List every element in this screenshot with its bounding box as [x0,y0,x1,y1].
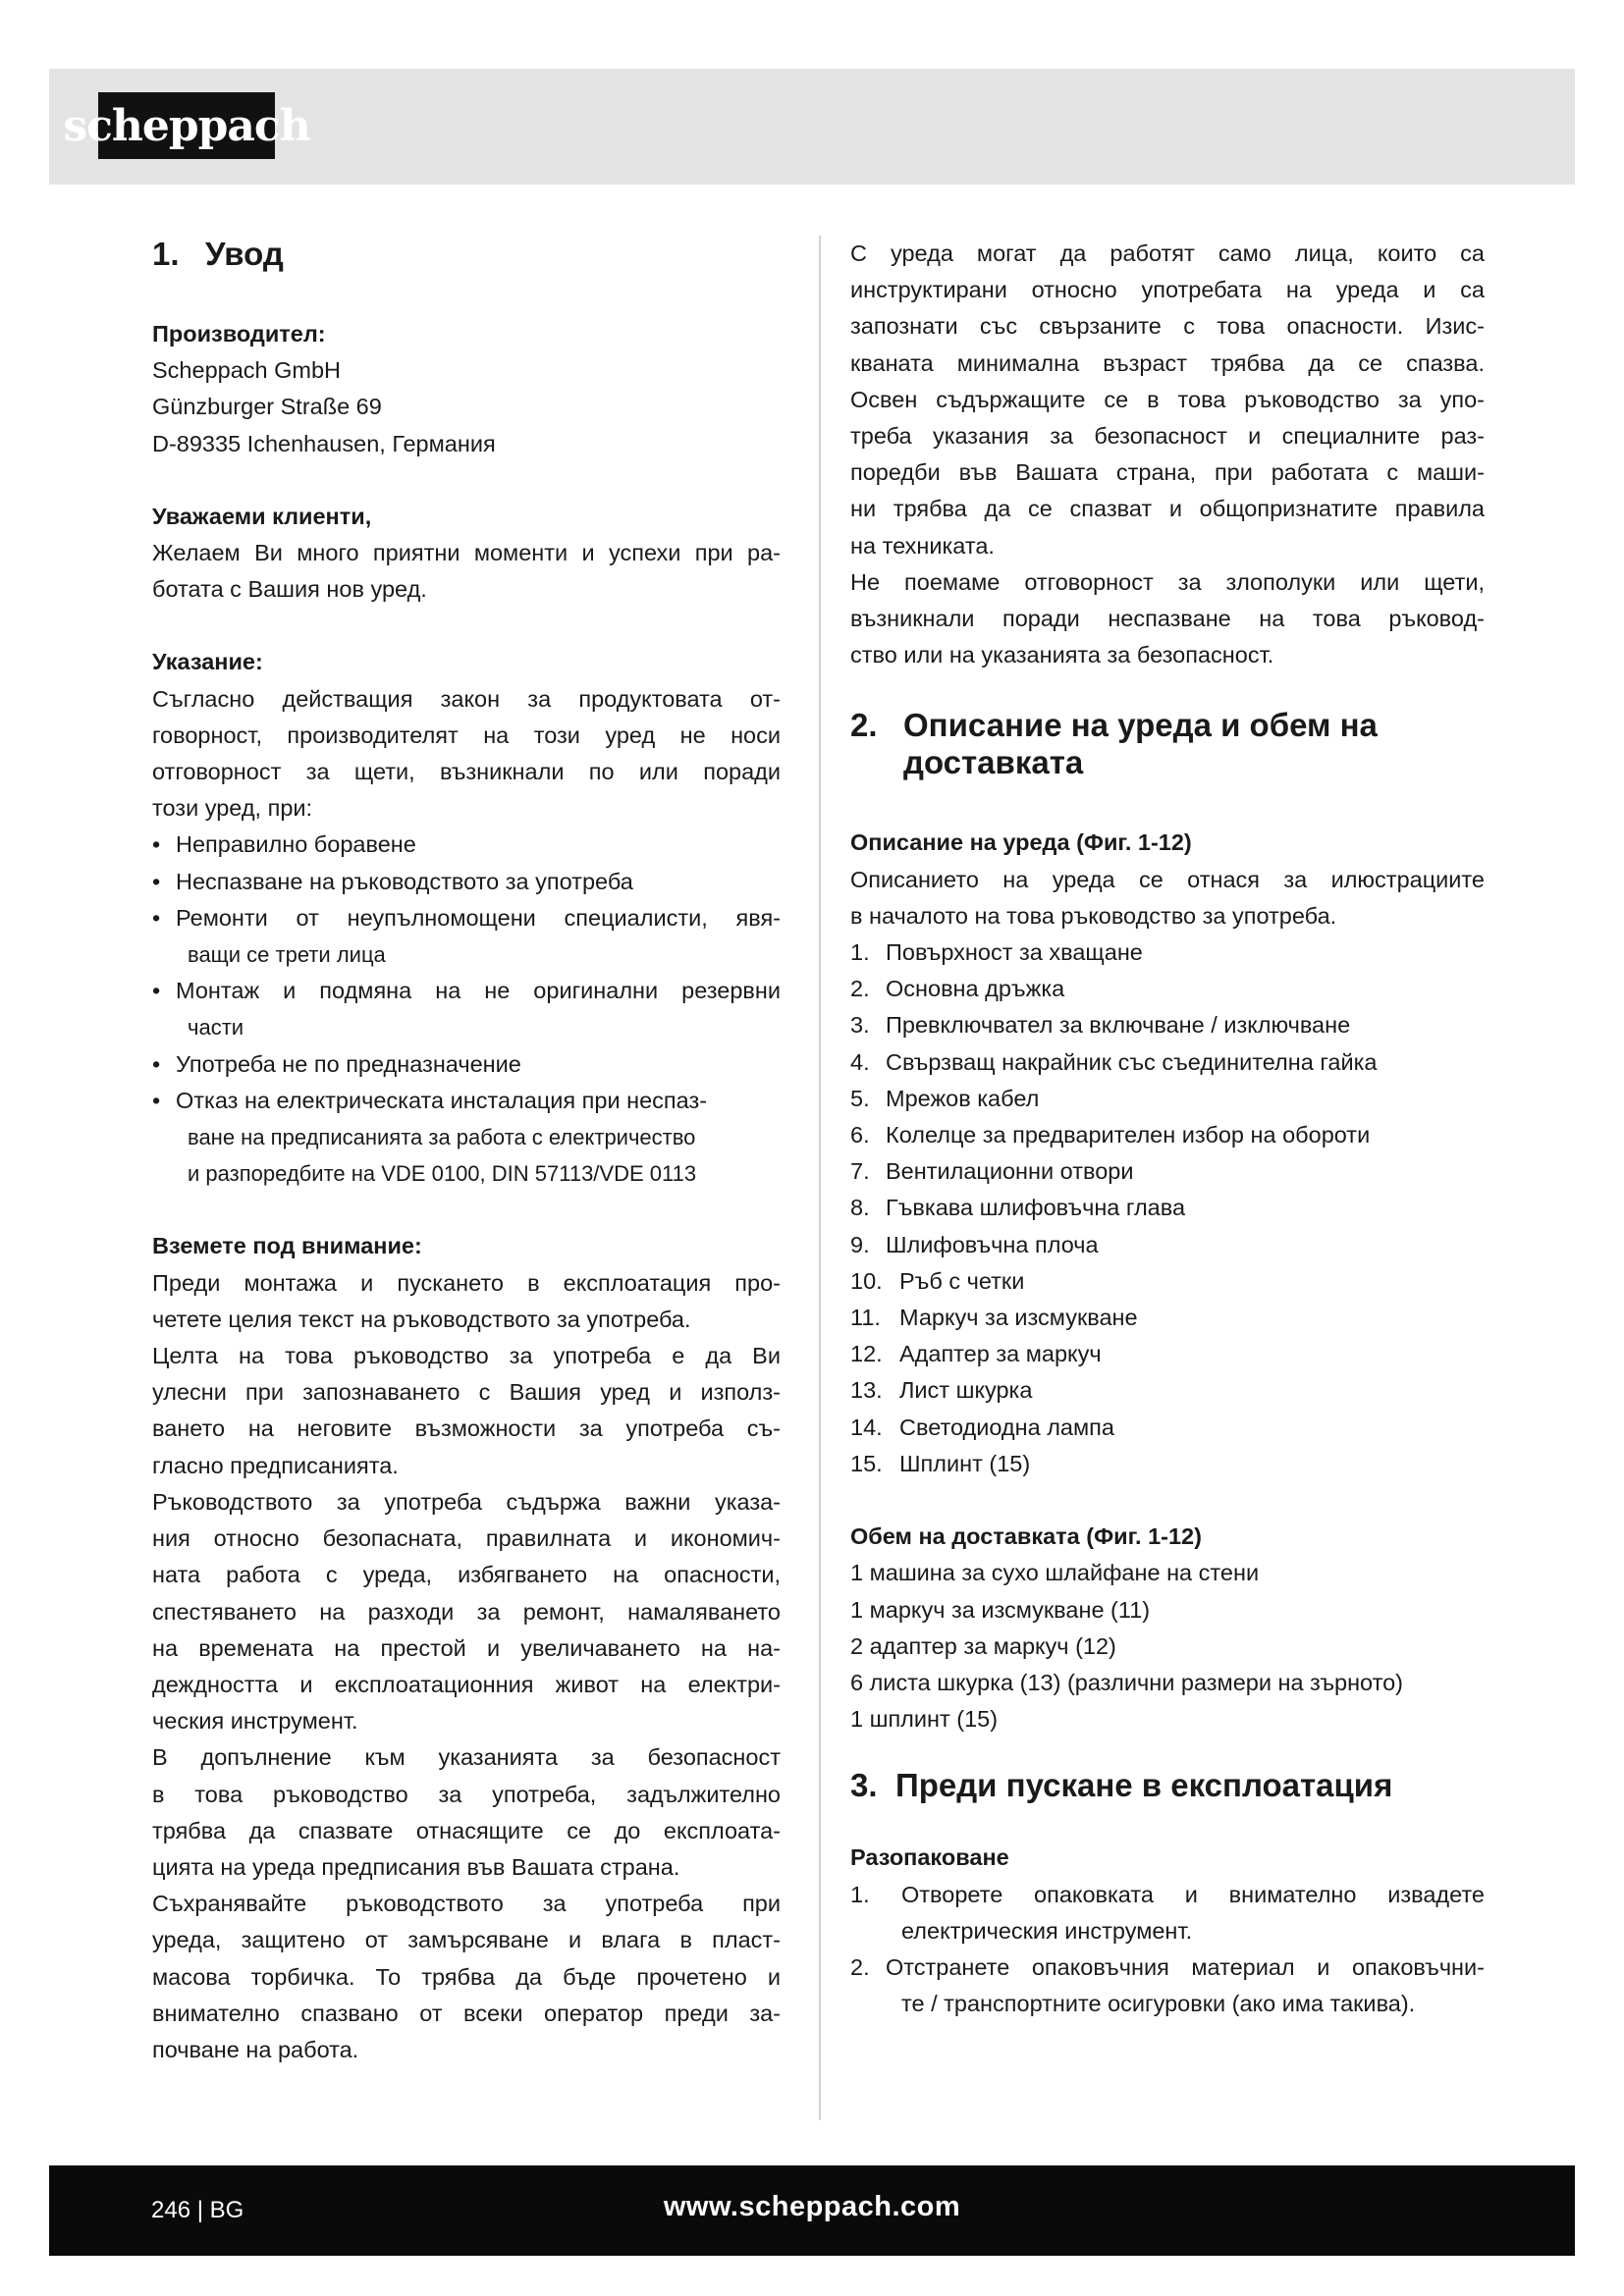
list-item: 4. Свързващ накрайник със съединителна гайка [850,1048,1378,1075]
note-title: Указание: [152,649,263,675]
paragraph-line: Описанието на уреда се отнася за илюстрациите [850,866,1485,892]
paragraph-line: В допълнение към указанията за безопасност [152,1744,781,1771]
manufacturer-line: Scheppach GmbH [152,357,342,384]
paragraph-line: Целта на това ръководство за употреба е да Ви [152,1343,781,1369]
bullet-item: • Неспазване на ръководството за употреба [152,864,781,900]
paragraph-line: спестяването на разходи за ремонт, намаляването [152,1598,781,1625]
paragraph-line: възникнали поради неспазване на това ръковод- [850,606,1485,632]
section-2-heading: 2. Описание на уреда и обем на [850,707,1378,744]
bullet-icon: • [152,1050,161,1077]
paragraph-line: Не поемаме отговорност за злополуки или щети, [850,568,1485,595]
paragraph-line: в началото на това ръководство за употреба. [850,902,1337,929]
step-item: 1. Отворете опаковката и внимателно извадете [850,1881,1485,1907]
column-divider [819,236,821,2120]
bullet-icon: • [152,904,161,931]
page-number: 246 | BG [151,2197,244,2223]
paragraph-line: уреда, защитено от замърсяване и влага в пласт- [152,1927,781,1953]
dear-customers-title: Уважаеми клиенти, [152,503,372,529]
section-3-heading: 3. Преди пускане в експлоатация [850,1767,1393,1804]
delivery-item: 6 листа шкурка (13) (различни размери на зърното) [850,1669,1404,1695]
list-item: 12. Адаптер за маркуч [850,1341,1102,1367]
bullet-item: • Отказ на електрическата инсталация при неспаз- [152,1083,781,1119]
paragraph-line: Съхранявайте ръководството за употреба при [152,1891,781,1917]
paragraph-line: запознати със свързаните с това опасности. Изис- [850,313,1485,340]
step-continuation: електрическия инструмент. [901,1917,1193,1944]
step-item: 2. Отстранете опаковъчния материал и опаковъчни- [850,1953,1485,1980]
paragraph-line: на техниката. [850,532,995,559]
scope-of-delivery-title: Обем на доставката (Фиг. 1-12) [850,1523,1202,1550]
paragraph-line: улесни при запознаването с Вашия уред и използ- [152,1379,781,1406]
right-column [850,236,1485,2022]
bullet-continuation: и разпоредбите на VDE 0100, DIN 57113/VDE 0113 [188,1161,697,1187]
section-1-heading: 1. Увод [152,236,284,272]
unpacking-title: Разопаковане [850,1844,1009,1871]
paragraph-line: Желаем Ви много приятни моменти и успехи при ра- [152,540,781,566]
list-item: 10. Ръб с четки [850,1267,1025,1294]
list-item: 9. Шлифовъчна плоча [850,1231,1099,1257]
paragraph-line: ни трябва да се спазват и общопризнатите правила [850,496,1485,522]
paragraph-line: ческия инструмент. [152,1708,358,1735]
manufacturer-title: Производител: [152,321,326,347]
delivery-item: 1 маркуч за изсмукване (11) [850,1596,1151,1623]
paragraph-line: масова торбичка. То трябва да бъде прочетено и [152,1963,781,1990]
bullet-icon: • [152,978,161,1004]
paragraph-line: говорност, производителят на този уред не носи [152,721,781,748]
paragraph-line: поредби във Вашата страна, при работата с маши- [850,459,1485,486]
paragraph-line: в това ръководство за употреба, задължително [152,1781,781,1807]
paragraph-line: на времената на престой и увеличаването на на- [152,1634,781,1661]
manufacturer-line: Günzburger Straße 69 [152,394,382,420]
paragraph-line: цията на уреда предписания във Вашата страна. [152,1853,680,1880]
footer-bar [49,2165,1575,2256]
paragraph-line: ването на неговите възможности за употреба съ- [152,1415,781,1442]
paragraph-line: този уред, при: [152,795,313,822]
list-item: 5. Мрежов кабел [850,1085,1040,1111]
bullet-icon: • [152,831,161,858]
bullet-continuation: ващи се трети лица [188,942,386,968]
scheppach-logo: scheppach [98,92,275,159]
website-link[interactable]: www.scheppach.com [663,2191,961,2222]
paragraph-line: треба указания за безопасност и специалните раз- [850,423,1485,450]
paragraph-line: ния относно безопасната, правилната и икономич- [152,1525,781,1552]
paragraph-line: деждността и експлоатационния живот на електри- [152,1671,781,1697]
paragraph-line: С уреда могат да работят само лица, които са [850,240,1485,266]
paragraph-line: Ръководството за употреба съдържа важни указа- [152,1488,781,1515]
list-item: 6. Колелце за предварителен избор на обороти [850,1122,1371,1148]
manufacturer-line: D-89335 Ichenhausen, Германия [152,430,496,456]
list-item: 15. Шплинт (15) [850,1450,1031,1476]
paragraph-line: четете целия текст на ръководството за употреба. [152,1306,691,1332]
bullet-icon: • [152,1087,161,1113]
list-item: 13. Лист шкурка [850,1377,1033,1404]
device-description-title: Описание на уреда (Фиг. 1-12) [850,829,1192,856]
delivery-item: 1 шплинт (15) [850,1706,999,1733]
bullet-item: • Неправилно боравене [152,827,781,863]
delivery-item: 1 машина за сухо шлайфане на стени [850,1560,1260,1586]
bullet-continuation: ване на предписанията за работа с електричество [188,1125,696,1150]
step-continuation: те / транспортните осигуровки (ако има такива). [901,1991,1416,2017]
section-2-heading-cont: доставката [903,744,1084,781]
paragraph-line: Освен съдържащите се в това ръководство за упо- [850,386,1485,412]
delivery-item: 2 адаптер за маркуч (12) [850,1632,1116,1659]
list-item: 2. Основна дръжка [850,976,1065,1002]
paragraph-line: ство или на указанията за безопасност. [850,642,1274,668]
list-item: 3. Превключвател за включване / изключване [850,1012,1351,1039]
bullet-item: • Употреба не по предназначение [152,1046,781,1083]
paragraph-line: почване на работа. [152,2036,359,2062]
bullet-continuation: части [188,1015,244,1041]
paragraph-line: Преди монтажа и пускането в експлоатация про- [152,1269,781,1296]
paragraph-line: Съгласно действащия закон за продуктовата от- [152,685,781,712]
paragraph-line: инструктирани относно употребата на уреда и са [850,277,1485,303]
list-item: 11. Маркуч за изсмукване [850,1305,1138,1331]
paragraph-line: гласно предписанията. [152,1452,399,1478]
list-item: 14. Светодиодна лампа [850,1414,1114,1440]
paragraph-line: трябва да спазвате отнасящите се до експлоата- [152,1817,781,1843]
paragraph-line: кваната минимална възраст трябва да се спазва. [850,349,1485,376]
list-item: 7. Вентилационни отвори [850,1158,1134,1185]
bullet-item: • Монтаж и подмяна на не оригинални резервни [152,973,781,1009]
list-item: 8. Гъвкава шлифовъчна глава [850,1195,1186,1221]
paragraph-line: ната работа с уреда, избягването на опасности, [152,1562,781,1588]
bullet-icon: • [152,868,161,894]
left-column [152,236,781,2068]
paragraph-line: внимателно спазвано от всеки оператор преди за- [152,2000,781,2026]
bullet-item: • Ремонти от неупълномощени специалисти, явя- [152,900,781,936]
attention-title: Вземете под внимание: [152,1233,422,1259]
list-item: 1. Повърхност за хващане [850,939,1143,966]
paragraph-line: отговорност за щети, възникнали по или поради [152,759,781,785]
paragraph-line: ботата с Вашия нов уред. [152,576,427,603]
